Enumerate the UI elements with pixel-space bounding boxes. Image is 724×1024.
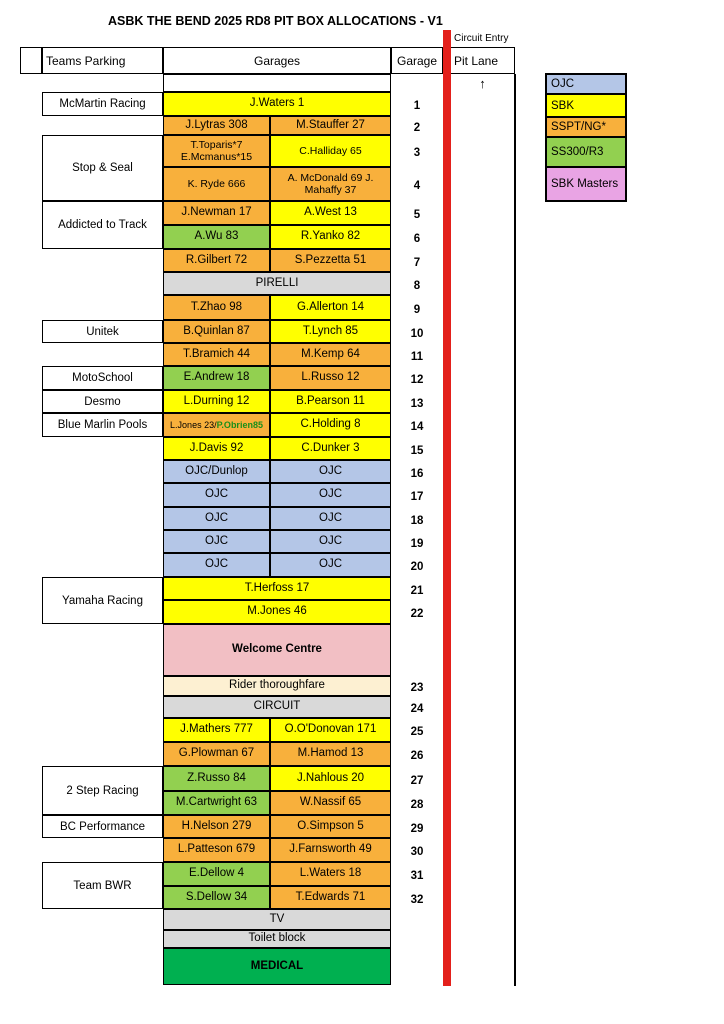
garage-number: 15 [410, 444, 424, 457]
garage-cell: C.Dunker 3 [270, 437, 391, 460]
legend-item: SBK Masters [546, 167, 626, 201]
garage-cell: T.Herfoss 17 [163, 577, 391, 600]
team-parking-box: 2 Step Racing [42, 766, 163, 815]
team-parking-box: Blue Marlin Pools [42, 413, 163, 437]
garage-cell: O.O'Donovan 171 [270, 718, 391, 742]
circuit-entry-label: Circuit Entry [454, 33, 509, 44]
garage-number: 28 [410, 799, 424, 811]
garage-number: 26 [410, 750, 424, 762]
garage-cell: S.Dellow 34 [163, 886, 270, 909]
garage-cell: T.Toparis*7 E.Mcmanus*15 [163, 135, 270, 167]
team-parking-box: Unitek [42, 320, 163, 343]
team-parking-box: MotoSchool [42, 366, 163, 390]
garage-cell: T.Lynch 85 [270, 320, 391, 343]
team-parking-box: Team BWR [42, 862, 163, 909]
garage-number: 5 [413, 209, 421, 221]
garage-cell: T.Edwards 71 [270, 886, 391, 909]
header-blank-cell [20, 47, 42, 74]
garage-number: 12 [410, 374, 424, 386]
garage-cell: M.Jones 46 [163, 600, 391, 624]
garage-cell: OJC [163, 530, 270, 553]
legend-border [545, 73, 627, 202]
garage-cell: O.Simpson 5 [270, 815, 391, 838]
team-parking-box: Desmo [42, 390, 163, 413]
garage-number: 16 [410, 467, 424, 480]
header-pit-lane: Pit Lane [450, 47, 515, 74]
garage-cell: J.Lytras 308 [163, 116, 270, 135]
garage-cell: J.Waters 1 [163, 92, 391, 116]
garage-cell: OJC [163, 507, 270, 530]
garage-cell: J.Nahlous 20 [270, 766, 391, 791]
garage-cell: L.Durning 12 [163, 390, 270, 413]
garage-cell: A. McDonald 69 J. Mahaffy 37 [270, 167, 391, 201]
garage-cell: L.Waters 18 [270, 862, 391, 886]
legend-item: SSPT/NG* [546, 117, 626, 137]
pit-lane-wall [443, 30, 451, 986]
team-parking-box: Stop & Seal [42, 135, 163, 201]
team-parking-box: McMartin Racing [42, 92, 163, 116]
garage-cell: MEDICAL [163, 948, 391, 985]
garage-number: 1 [413, 100, 421, 112]
garage-cell: C.Halliday 65 [270, 135, 391, 167]
garage-cell: Toilet block [163, 930, 391, 948]
header-garage: Garage [391, 47, 443, 74]
legend-item: OJC [546, 74, 626, 94]
garage-cell: OJC [270, 530, 391, 553]
circuit-entry-arrow-icon: ↑ [479, 75, 486, 91]
garage-cell: J.Mathers 777 [163, 718, 270, 742]
garage-cell: J.Newman 17 [163, 201, 270, 225]
garage-cell: OJC [163, 483, 270, 507]
garage-blank-cell [163, 74, 391, 92]
pit-lane-edge-line [514, 74, 516, 986]
garage-cell: M.Cartwright 63 [163, 791, 270, 815]
garage-number: 17 [410, 491, 424, 503]
garage-number: 10 [410, 327, 424, 340]
garage-cell: L.Patteson 679 [163, 838, 270, 862]
garage-cell: A.Wu 83 [163, 225, 270, 249]
garage-number: 20 [410, 561, 424, 573]
garage-number: 23 [410, 682, 424, 694]
garage-cell: B.Pearson 11 [270, 390, 391, 413]
header-garages: Garages [163, 47, 391, 74]
garage-cell: OJC [270, 507, 391, 530]
garage-cell: A.West 13 [270, 201, 391, 225]
legend-item: SBK [546, 94, 626, 117]
garage-number: 2 [413, 121, 421, 134]
garage-cell: Welcome Centre [163, 624, 391, 676]
garage-cell: G.Allerton 14 [270, 295, 391, 320]
garage-cell: TV [163, 909, 391, 930]
garage-cell: T.Bramich 44 [163, 343, 270, 366]
garage-cell: S.Pezzetta 51 [270, 249, 391, 272]
garage-cell: OJC [270, 483, 391, 507]
garage-number: 24 [410, 703, 424, 715]
garage-cell: OJC/Dunlop [163, 460, 270, 483]
garage-cell: Rider thoroughfare [163, 676, 391, 696]
garage-cell: T.Zhao 98 [163, 295, 270, 320]
garage-number: 27 [410, 774, 424, 787]
garage-cell: H.Nelson 279 [163, 815, 270, 838]
garage-cell: M.Stauffer 27 [270, 116, 391, 135]
header-teams-parking: Teams Parking [42, 47, 163, 74]
garage-cell: K. Ryde 666 [163, 167, 270, 201]
garage-cell [163, 413, 270, 437]
garage-number: 18 [410, 514, 424, 527]
garage-cell: M.Hamod 13 [270, 742, 391, 766]
garage-cell: E.Dellow 4 [163, 862, 270, 886]
team-parking-box: BC Performance [42, 815, 163, 838]
garage-number: 25 [410, 726, 424, 738]
garage-number: 9 [413, 303, 421, 316]
garage-number: 19 [410, 537, 424, 550]
garage-cell: J.Farnsworth 49 [270, 838, 391, 862]
garage-cell: L.Russo 12 [270, 366, 391, 390]
garage-number: 30 [410, 846, 424, 858]
garage-number: 31 [410, 870, 424, 882]
garage-number: 7 [413, 256, 421, 269]
garage-cell: B.Quinlan 87 [163, 320, 270, 343]
team-parking-box: Addicted to Track [42, 201, 163, 249]
garage-cell: OJC [270, 553, 391, 577]
garage-cell: R.Yanko 82 [270, 225, 391, 249]
garage-number: 8 [413, 279, 421, 292]
garage-cell: E.Andrew 18 [163, 366, 270, 390]
garage-number: 14 [410, 421, 424, 433]
garage-number: 29 [410, 822, 424, 835]
garage-number: 21 [410, 584, 424, 597]
garage-cell: C.Holding 8 [270, 413, 391, 437]
garage-number: 32 [410, 893, 424, 906]
garage-cell: J.Davis 92 [163, 437, 270, 460]
legend-item: SS300/R3 [546, 137, 626, 167]
rider-name: L.Jones 23/ [170, 419, 217, 430]
page-title: ASBK THE BEND 2025 RD8 PIT BOX ALLOCATIONS - V1 [108, 14, 443, 28]
garage-cell: Z.Russo 84 [163, 766, 270, 791]
garage-number: 4 [413, 180, 421, 192]
team-parking-box: Yamaha Racing [42, 577, 163, 624]
rider-name-alt: P.Obrien85 [216, 419, 263, 430]
garage-number: 6 [413, 233, 421, 245]
garage-number: 11 [410, 350, 424, 363]
garage-cell: OJC [270, 460, 391, 483]
garage-number: 3 [413, 147, 421, 159]
garage-number: 13 [410, 397, 424, 410]
garage-cell: G.Plowman 67 [163, 742, 270, 766]
garage-cell: R.Gilbert 72 [163, 249, 270, 272]
garage-cell: PIRELLI [163, 272, 391, 295]
garage-cell: W.Nassif 65 [270, 791, 391, 815]
garage-cell: OJC [163, 553, 270, 577]
garage-cell: M.Kemp 64 [270, 343, 391, 366]
garage-number: 22 [410, 608, 424, 620]
garage-cell: CIRCUIT [163, 696, 391, 718]
